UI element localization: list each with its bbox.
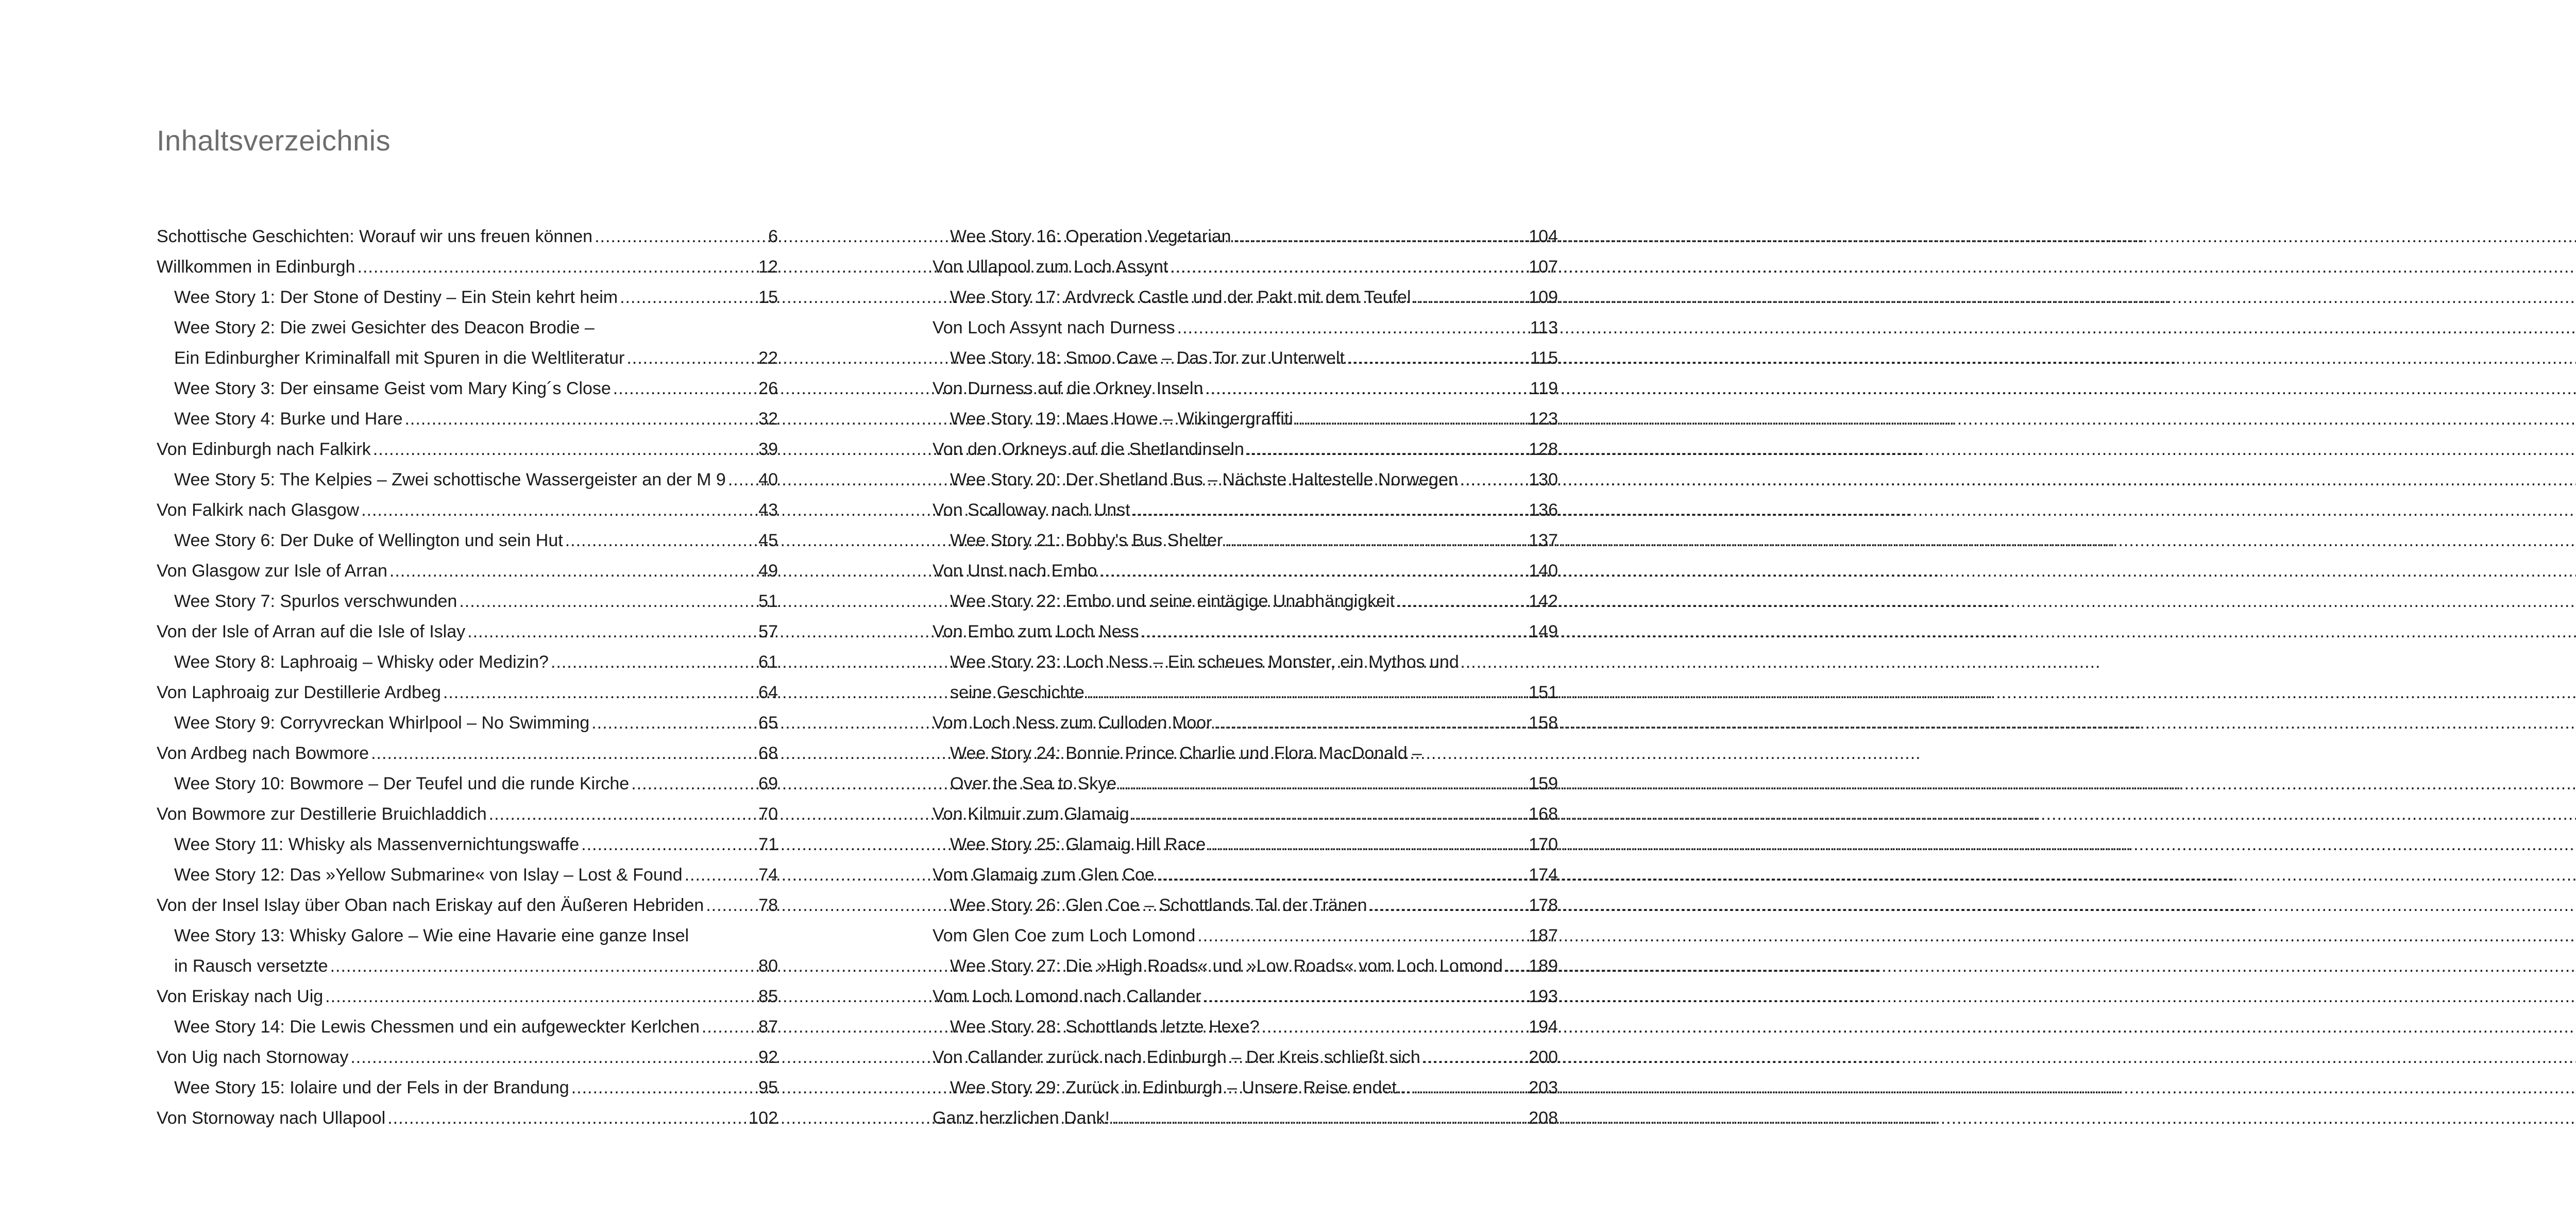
toc-chapter-entry [157, 495, 778, 526]
toc-chapter-entry [933, 799, 1558, 830]
toc-chapter-entry [157, 222, 778, 252]
toc-story-entry [933, 526, 1558, 556]
toc-dot-leader [1233, 222, 1527, 252]
toc-entry-title: Wee Story 15: Iolaire und der Fels in der Brandung [174, 1078, 569, 1097]
toc-dot-leader [1295, 404, 1527, 434]
toc-page-number: 113 [1530, 318, 1558, 337]
toc-story-entry [933, 222, 1558, 252]
toc-entry-title: Wee Story 5: The Kelpies – Zwei schottische Wassergeister an der M 9 [174, 470, 726, 489]
toc-dot-leader [1118, 769, 1527, 799]
toc-story-entry [933, 282, 1558, 313]
toc-page-number: 57 [758, 622, 778, 641]
toc-chapter-entry [157, 556, 778, 586]
toc-entry-title: Wee Story 24: Bonnie Prince Charlie und Flora MacDonald – [950, 743, 1422, 763]
toc-entry-title: Wee Story 29: Zurück in Edinburgh – Unsere Reise endet... [950, 1078, 1412, 1097]
toc-entry-title: Von der Insel Islay über Oban nach Eriskay auf den Äußeren Hebriden [157, 895, 704, 915]
toc-page-number: 174 [1529, 865, 1558, 885]
toc-entry-title: Von Laphroaig zur Destillerie Ardbeg [157, 683, 441, 702]
toc-dot-leader [728, 465, 756, 495]
toc-dot-leader [581, 830, 756, 860]
toc-chapter-entry [933, 708, 1558, 738]
toc-chapter-entry [157, 738, 778, 769]
toc-entry-title: Von den Orkneys auf die Shetlandinseln [933, 440, 1244, 459]
toc-dot-leader [565, 526, 756, 556]
toc-story-entry [157, 465, 778, 495]
toc-entry-title: Wee Story 21: Bobby's Bus Shelter [950, 531, 1223, 550]
toc-story-entry [157, 1073, 778, 1103]
toc-chapter-entry [933, 617, 1558, 647]
toc-page-number: 115 [1530, 348, 1558, 368]
toc-page-number: 159 [1529, 774, 1558, 793]
toc-dot-leader [551, 647, 756, 678]
toc-entry-continuation [157, 921, 778, 951]
toc-story-entry [933, 1012, 1558, 1042]
toc-chapter-entry [157, 617, 778, 647]
toc-dot-leader [1505, 951, 1527, 982]
toc-page-number: 22 [758, 348, 778, 368]
toc-chapter-entry [157, 1103, 778, 1134]
toc-page-number: 107 [1529, 257, 1558, 277]
toc-page-number: 189 [1529, 956, 1558, 976]
toc-dot-leader [467, 617, 756, 647]
toc-story-entry [933, 404, 1558, 434]
toc-entry-title: Von Embo zum Loch Ness [933, 622, 1139, 641]
toc-entry-title: Vom Loch Lomond nach Callander [933, 987, 1201, 1006]
toc-entry-title: Vom Loch Ness zum Culloden Moor [933, 713, 1212, 733]
toc-entry-title: Von Edinburgh nach Falkirk [157, 440, 371, 459]
toc-page-number: 208 [1529, 1108, 1558, 1128]
toc-story-entry [157, 282, 778, 313]
toc-chapter-entry [933, 860, 1558, 890]
toc-story-entry [933, 586, 1558, 617]
toc-dot-leader [1170, 252, 1527, 282]
toc-story-entry [157, 343, 778, 374]
toc-entry-title: Von Uig nach Stornoway [157, 1047, 349, 1067]
toc-page-number: 70 [758, 804, 778, 824]
toc-story-entry [157, 647, 778, 678]
toc-dot-leader [350, 1042, 756, 1073]
toc-page-number: 119 [1530, 379, 1558, 398]
toc-dot-leader [1413, 1073, 1527, 1103]
toc-chapter-entry [157, 252, 778, 282]
toc-chapter-entry [933, 313, 1558, 343]
toc-chapter-entry [933, 921, 1558, 951]
toc-entry-title: Von Callander zurück nach Edinburgh – Der Kreis schließt sich [933, 1047, 1420, 1067]
page-title: Inhaltsverzeichnis [157, 124, 391, 157]
toc-page-number: 92 [758, 1047, 778, 1067]
toc-dot-leader [706, 890, 756, 921]
toc-page-number: 109 [1529, 288, 1558, 307]
toc-entry-title: Von Bowmore zur Destillerie Bruichladdich [157, 804, 487, 824]
toc-dot-leader [1204, 982, 1527, 1012]
toc-story-entry [933, 769, 1558, 799]
toc-page-number: 104 [1529, 227, 1558, 246]
toc-page-number: 80 [758, 956, 778, 976]
toc-dot-leader [613, 374, 756, 404]
toc-chapter-entry [157, 982, 778, 1012]
toc-page-number: 200 [1529, 1047, 1558, 1067]
toc-dot-leader [325, 982, 756, 1012]
toc-entry-title: Wee Story 3: Der einsame Geist vom Mary King´s Close [174, 379, 611, 398]
toc-dot-leader [404, 404, 756, 434]
toc-page-number: 61 [758, 652, 778, 672]
toc-entry-continuation [933, 647, 1558, 678]
toc-story-entry [933, 830, 1558, 860]
toc-entry-title: Wee Story 23: Loch Ness – Ein scheues Monster, ein Mythos und [950, 652, 1459, 672]
toc-entry-title: Willkommen in Edinburgh [157, 257, 355, 277]
toc-dot-leader [595, 222, 766, 252]
toc-page-number: 158 [1529, 713, 1558, 733]
toc-entry-title: Wee Story 14: Die Lewis Chessmen und ein aufgeweckter Kerlchen [174, 1017, 700, 1037]
toc-story-entry [157, 951, 778, 982]
toc-story-entry [157, 526, 778, 556]
toc-page-number: 194 [1529, 1017, 1558, 1037]
toc-page-number: 85 [758, 987, 778, 1006]
toc-entry-title: Wee Story 28: Schottlands letzte Hexe? [950, 1017, 1260, 1037]
toc-story-entry [157, 1012, 778, 1042]
toc-story-entry [933, 951, 1558, 982]
toc-page-number: 203 [1529, 1078, 1558, 1097]
toc-page-number: 193 [1529, 987, 1558, 1006]
toc-dot-leader [571, 1073, 756, 1103]
toc-entry-title: Ganz herzlichen Dank! [933, 1108, 1110, 1128]
toc-entry-title: seine Geschichte [950, 683, 1084, 702]
toc-dot-leader [330, 951, 757, 982]
toc-page-number: 137 [1529, 531, 1558, 550]
toc-entry-title: Von Ullapool zum Loch Assynt [933, 257, 1168, 277]
toc-story-entry [933, 678, 1558, 708]
toc-dot-leader [631, 769, 756, 799]
toc-entry-title: Schottische Geschichten: Worauf wir uns freuen können [157, 227, 593, 246]
toc-entry-title: Von Durness auf die Orkney Inseln [933, 379, 1204, 398]
toc-entry-title: Wee Story 8: Laphroaig – Whisky oder Medizin? [174, 652, 549, 672]
toc-entry-title: in Rausch versetzte [174, 956, 328, 976]
toc-page-number: 51 [758, 591, 778, 611]
toc-page-number: 178 [1529, 895, 1558, 915]
toc-chapter-entry [157, 678, 778, 708]
toc-dot-leader [591, 708, 756, 738]
toc-dot-leader [1413, 282, 1527, 313]
toc-page-number: 142 [1529, 591, 1558, 611]
toc-entry-title: Wee Story 19: Maes Howe – Wikingergraffiti [950, 409, 1293, 429]
toc-entry-title: Von der Isle of Arran auf die Isle of Islay [157, 622, 466, 641]
toc-dot-leader [1132, 495, 1527, 526]
toc-page-number: 45 [758, 531, 778, 550]
toc-page-number: 71 [758, 835, 778, 854]
toc-page-number: 102 [749, 1108, 778, 1128]
toc-story-entry [157, 374, 778, 404]
toc-dot-leader [1197, 921, 1527, 951]
toc-page-number: 12 [758, 257, 778, 277]
toc-page-number: 168 [1529, 804, 1558, 824]
toc-page-number: 68 [758, 743, 778, 763]
toc-page-number: 64 [758, 683, 778, 702]
toc-entry-title: Von Falkirk nach Glasgow [157, 500, 360, 520]
toc-dot-leader [358, 252, 757, 282]
toc-entry-title: Von Unst nach Embo [933, 561, 1097, 581]
toc-page-number: 130 [1529, 470, 1558, 489]
toc-page-number: 32 [758, 409, 778, 429]
toc-dot-leader [1157, 860, 1527, 890]
toc-dot-leader [1099, 556, 1527, 586]
toc-story-entry [933, 1073, 1558, 1103]
toc-column-right [933, 222, 1558, 1134]
toc-entry-title: Wee Story 2: Die zwei Gesichter des Deacon Brodie – [174, 318, 595, 337]
toc-entry-title: Wee Story 17: Ardvreck Castle und der Pakt mit dem Teufel [950, 288, 1411, 307]
toc-entry-title: Von Eriskay nach Uig [157, 987, 324, 1006]
toc-page-number: 43 [758, 500, 778, 520]
toc-story-entry [157, 586, 778, 617]
toc-entry-title: Wee Story 6: Der Duke of Wellington und sein Hut [174, 531, 563, 550]
toc-dot-leader [489, 799, 757, 830]
toc-dot-leader [1087, 678, 1527, 708]
toc-entry-title: Wee Story 7: Spurlos verschwunden [174, 591, 457, 611]
toc-dot-leader [1261, 1012, 1527, 1042]
toc-story-entry [933, 465, 1558, 495]
toc-entry-title: Wee Story 18: Smoo Cave – Das Tor zur Unterwelt [950, 348, 1345, 368]
toc-entry-title: Wee Story 26: Glen Coe – Schottlands Tal der Tränen [950, 895, 1367, 915]
toc-chapter-entry [157, 1042, 778, 1073]
toc-page-number: 65 [758, 713, 778, 733]
toc-page-number: 128 [1529, 440, 1558, 459]
toc-page-number: 149 [1529, 622, 1558, 641]
toc-entry-title: Wee Story 16: Operation Vegetarian [950, 227, 1231, 246]
toc-entry-title: Wee Story 9: Corryvreckan Whirlpool – No Swimming [174, 713, 590, 733]
toc-story-entry [933, 343, 1558, 374]
toc-dot-leader [1397, 586, 1527, 617]
toc-entry-title: Wee Story 10: Bowmore – Der Teufel und die runde Kirche [174, 774, 630, 793]
toc-page-number: 69 [758, 774, 778, 793]
toc-dot-leader [1141, 617, 1527, 647]
toc-entry-title: Wee Story 13: Whisky Galore – Wie eine Havarie eine ganze Insel [174, 926, 689, 945]
toc-entry-title: Wee Story 27: Die »High Roads« und »Low Roads« vom Loch Lomond [950, 956, 1503, 976]
toc-page-number: 26 [758, 379, 778, 398]
toc-chapter-entry [157, 799, 778, 830]
toc-page-number: 78 [758, 895, 778, 915]
toc-story-entry [157, 769, 778, 799]
toc-dot-leader [459, 586, 756, 617]
toc-page-number: 49 [758, 561, 778, 581]
toc-dot-leader [1369, 890, 1527, 921]
toc-page-number: 140 [1529, 561, 1558, 581]
toc-chapter-entry [933, 252, 1558, 282]
toc-entry-title: Vom Glamaig zum Glen Coe [933, 865, 1155, 885]
toc-chapter-entry [157, 890, 778, 921]
toc-dot-leader [1422, 1042, 1527, 1073]
toc-story-entry [157, 860, 778, 890]
toc-story-entry [157, 404, 778, 434]
toc-entry-title: Von Scalloway nach Unst [933, 500, 1130, 520]
toc-chapter-entry [933, 434, 1558, 465]
toc-dot-leader [371, 738, 756, 769]
toc-page-number: 151 [1529, 683, 1558, 702]
toc-entry-title: Over the Sea to Skye [950, 774, 1117, 793]
toc-dot-leader [685, 860, 757, 890]
toc-dot-leader [387, 1103, 747, 1134]
toc-entry-title: Von Stornoway nach Ullapool [157, 1108, 386, 1128]
toc-page-number: 95 [758, 1078, 778, 1097]
toc-entry-title: Wee Story 20: Der Shetland Bus – Nächste Haltestelle Norwegen [950, 470, 1458, 489]
toc-entry-title: Wee Story 25: Glamaig Hill Race [950, 835, 1206, 854]
toc-story-entry [933, 890, 1558, 921]
toc-entry-title: Ein Edinburgher Kriminalfall mit Spuren in die Weltliteratur [174, 348, 625, 368]
toc-chapter-entry [933, 982, 1558, 1012]
toc-entry-title: Wee Story 22: Embo und seine eintägige Unabhängigkeit [950, 591, 1395, 611]
toc-column-left [157, 222, 778, 1134]
toc-chapter-entry [933, 1042, 1558, 1073]
toc-dot-leader [361, 495, 756, 526]
toc-dot-leader [620, 282, 756, 313]
toc-dot-leader [1460, 465, 1527, 495]
toc-chapter-entry [933, 556, 1558, 586]
toc-dot-leader [702, 1012, 756, 1042]
toc-entry-title: Von Ardbeg nach Bowmore [157, 743, 369, 763]
toc-dot-leader [1225, 526, 1527, 556]
toc-page-number: 74 [758, 865, 778, 885]
toc-dot-leader [443, 678, 756, 708]
toc-page-number: 40 [758, 470, 778, 489]
toc-dot-leader [1177, 313, 1528, 343]
toc-page-number: 136 [1529, 500, 1558, 520]
toc-dot-leader [1347, 343, 1528, 374]
toc-dot-leader [1246, 434, 1527, 465]
toc-page-number: 39 [758, 440, 778, 459]
toc-dot-leader [1131, 799, 1527, 830]
toc-entry-title: Wee Story 12: Das »Yellow Submarine« von Islay – Lost & Found [174, 865, 683, 885]
toc-page-number: 87 [758, 1017, 778, 1037]
toc-page-number: 170 [1529, 835, 1558, 854]
toc-dot-leader [1208, 830, 1527, 860]
toc-page-number: 187 [1529, 926, 1558, 945]
toc-chapter-entry [933, 495, 1558, 526]
toc-entry-title: Von Glasgow zur Isle of Arran [157, 561, 387, 581]
toc-dot-leader [1214, 708, 1527, 738]
toc-entry-title: Von Kilmuir zum Glamaig [933, 804, 1129, 824]
toc-page-number: 15 [758, 288, 778, 307]
toc-dot-leader [626, 343, 756, 374]
toc-entry-title: Wee Story 4: Burke und Hare [174, 409, 403, 429]
toc-story-entry [157, 830, 778, 860]
toc-entry-title: Vom Glen Coe zum Loch Lomond [933, 926, 1196, 945]
toc-story-entry [157, 708, 778, 738]
toc-dot-leader [1112, 1103, 1527, 1134]
toc-dot-leader [1205, 374, 1528, 404]
toc-entry-title: Wee Story 1: Der Stone of Destiny – Ein Stein kehrt heim [174, 288, 618, 307]
toc-dot-leader [389, 556, 756, 586]
toc-chapter-entry [157, 434, 778, 465]
toc-page-number: 6 [768, 227, 778, 246]
toc-dot-leader [373, 434, 756, 465]
toc-chapter-entry [933, 1103, 1558, 1134]
toc-page-number: 123 [1529, 409, 1558, 429]
toc-chapter-entry [933, 374, 1558, 404]
toc-entry-title: Wee Story 11: Whisky als Massenvernichtungswaffe [174, 835, 580, 854]
toc-entry-continuation [933, 738, 1558, 769]
toc-entry-continuation [157, 313, 778, 343]
toc-entry-title: Von Loch Assynt nach Durness [933, 318, 1175, 337]
